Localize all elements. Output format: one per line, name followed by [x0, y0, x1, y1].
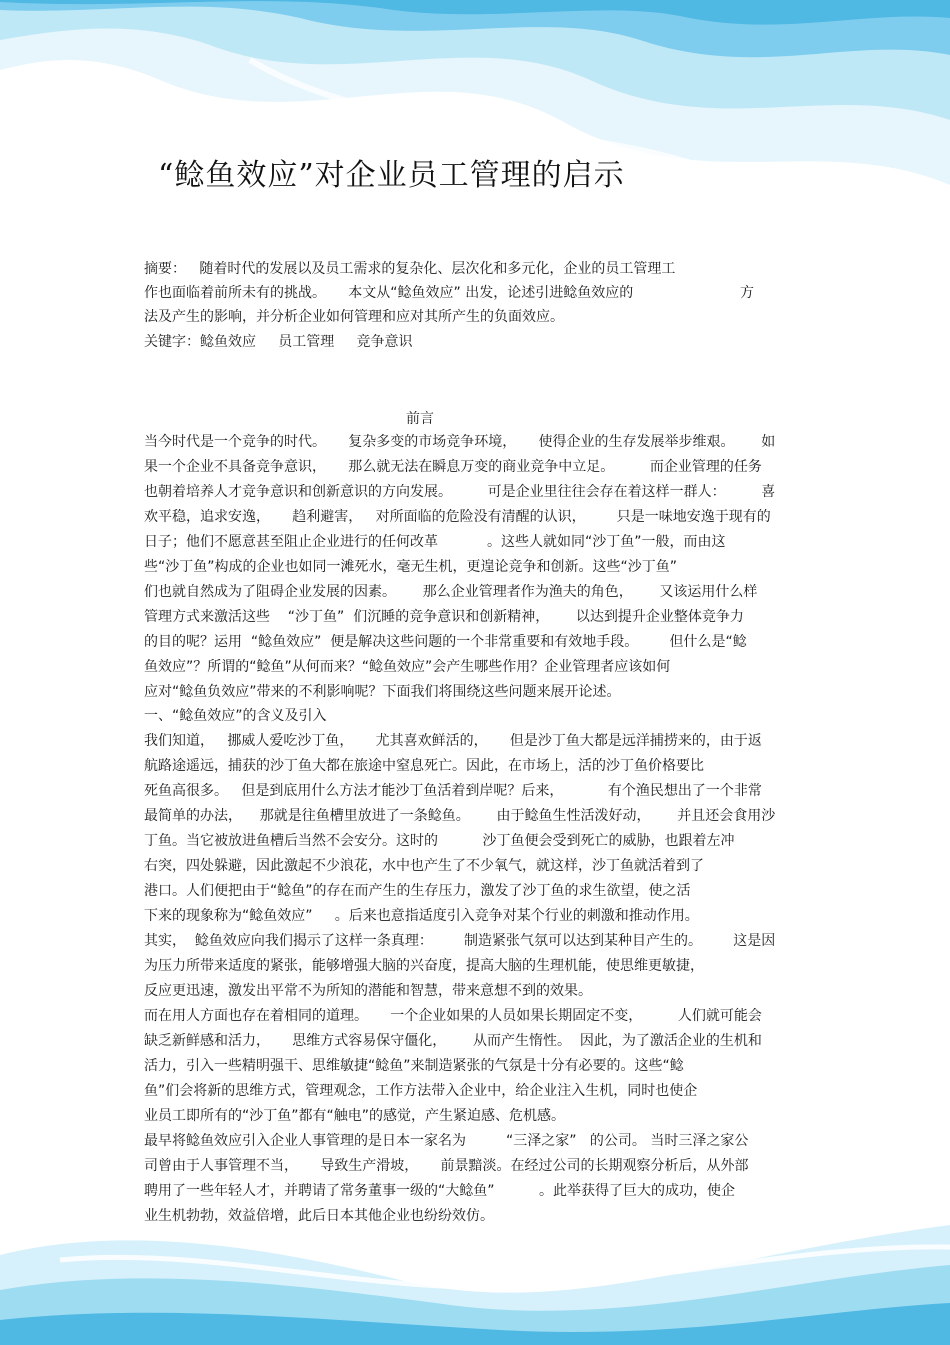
section-heading: 一、“鲶鱼效应”的含义及引入	[144, 708, 327, 724]
body-line: 聘用了一些年轻人才，并聘请了常务董事一级的“大鲶鱼” 。此举获得了巨大的成功，使企	[144, 1183, 736, 1199]
body-line: 缺乏新鲜感和活力， 思维方式容易保守僵化， 从而产生惰性。 因此，为了激活企业的生机和	[144, 1033, 762, 1049]
body-line: 应对“鲶鱼负效应”带来的不利影响呢？下面我们将围绕这些问题来展开论述。	[144, 684, 621, 700]
body-line: 港口。人们便把由于“鲶鱼”的存在而产生的生存压力，激发了沙丁鱼的求生欲望，使之活	[144, 883, 691, 899]
body-line: 些“沙丁鱼”构成的企业也如同一滩死水，毫无生机，更遑论竞争和创新。这些“沙丁鱼”	[144, 559, 678, 575]
preface-heading: 前言	[406, 411, 434, 427]
body-line: 业员工即所有的“沙丁鱼”都有“触电”的感觉，产生紧迫感、危机感。	[144, 1108, 566, 1124]
abstract-line: 法及产生的影响，并分析企业如何管理和应对其所产生的负面效应。	[144, 309, 564, 325]
body-line: 日子；他们不愿意甚至阻止企业进行的任何改革 。这些人就如同“沙丁鱼”一般，而由这	[144, 534, 726, 550]
body-line: 也朝着培养人才竞争意识和创新意识的方向发展。 可是企业里往往会存在着这样一群人： 喜	[144, 484, 776, 500]
body-line: 最简单的办法， 那就是往鱼槽里放进了一条鲶鱼。 由于鲶鱼生性活泼好动， 并且还会食用沙	[144, 808, 776, 824]
body-line: 死鱼高很多。 但是到底用什么方法才能沙丁鱼活着到岸呢？后来， 有个渔民想出了一个非常	[144, 783, 762, 799]
body-line: 们也就自然成为了阻碍企业发展的因素。 那么企业管理者作为渔夫的角色， 又该运用什么样	[144, 584, 758, 600]
body-line: 活力，引入一些精明强干、思维敏捷“鲶鱼”来制造紧张的气氛是十分有必要的。这些“鲶	[144, 1058, 684, 1074]
body-line: 业生机勃勃，效益倍增，此后日本其他企业也纷纷效仿。	[144, 1208, 494, 1224]
body-line: 的目的呢？运用 “鲶鱼效应” 便是解决这些问题的一个非常重要和有效地手段。 但什么是“鲶	[144, 634, 747, 650]
body-line: 而在用人方面也存在着相同的道理。 一个企业如果的人员如果长期固定不变， 人们就可能会	[144, 1008, 762, 1024]
body-line: 最早将鲶鱼效应引入企业人事管理的是日本一家名为 “三泽之家” 的公司。 当时三泽之家公	[144, 1133, 749, 1149]
abstract-label: 摘要：	[144, 261, 186, 277]
body-line: 欢平稳，追求安逸， 趋利避害， 对所面临的危险没有清醒的认识， 只是一味地安逸于现有的	[144, 509, 771, 525]
body-line: 鱼”们会将新的思维方式，管理观念，工作方法带入企业中，给企业注入生机，同时也使企	[144, 1083, 698, 1099]
body-line: 丁鱼。当它被放进鱼槽后当然不会安分。这时的 沙丁鱼便会受到死亡的威胁，也跟着左冲	[144, 833, 735, 849]
body-line: 鱼效应”？所谓的“鲶鱼”从何而来？“鲶鱼效应”会产生哪些作用？企业管理者应该如何	[144, 659, 671, 675]
body-line: 其实， 鲶鱼效应向我们揭示了这样一条真理： 制造紧张气氛可以达到某种目产生的。 这是因	[144, 933, 776, 949]
abstract-line	[144, 257, 675, 281]
body-line: 右突，四处躲避，因此激起不少浪花，水中也产生了不少氧气，就这样，沙丁鱼就活着到了	[144, 858, 704, 874]
document-title: “鲶鱼效应”对企业员工管理的启示	[158, 158, 625, 193]
body-line: 管理方式来激活这些 “沙丁鱼” 们沉睡的竞争意识和创新精神， 以达到提升企业整体竞争力	[144, 609, 744, 625]
body-line: 反应更迅速，激发出平常不为所知的潜能和智慧，带来意想不到的效果。	[144, 983, 592, 999]
abstract-text: 随着时代的发展以及员工需求的复杂化、层次化和多元化，企业的员工管理工	[199, 261, 676, 277]
abstract-line: 作也面临着前所未有的挑战。 本文从“鲶鱼效应” 出发，论述引进鲶鱼效应的 方	[144, 285, 755, 301]
body-line: 当今时代是一个竞争的时代。 复杂多变的市场竞争环境， 使得企业的生存发展举步维艰。 如	[144, 434, 776, 450]
body-line: 果一个企业不具备竞争意识， 那么就无法在瞬息万变的商业竞争中立足。 而企业管理的任务	[144, 459, 762, 475]
body-line: 我们知道， 挪威人爱吃沙丁鱼， 尤其喜欢鲜活的， 但是沙丁鱼大都是远洋捕捞来的，由于返	[144, 733, 762, 749]
body-line: 下来的现象称为“鲶鱼效应” 。后来也意指适度引入竞争对某个行业的刺激和推动作用。	[144, 908, 699, 924]
body-line: 航路途遥远，捕获的沙丁鱼大都在旅途中窒息死亡。因此，在市场上，活的沙丁鱼价格要比	[144, 758, 704, 774]
keywords-line: 关键字：鲶鱼效应 员工管理 竞争意识	[144, 334, 413, 350]
body-line: 司曾由于人事管理不当， 导致生产滑坡， 前景黯淡。在经过公司的长期观察分析后，从外部	[144, 1158, 749, 1174]
body-line: 为压力所带来适度的紧张，能够增强大脑的兴奋度，提高大脑的生理机能，使思维更敏捷，	[144, 958, 704, 974]
